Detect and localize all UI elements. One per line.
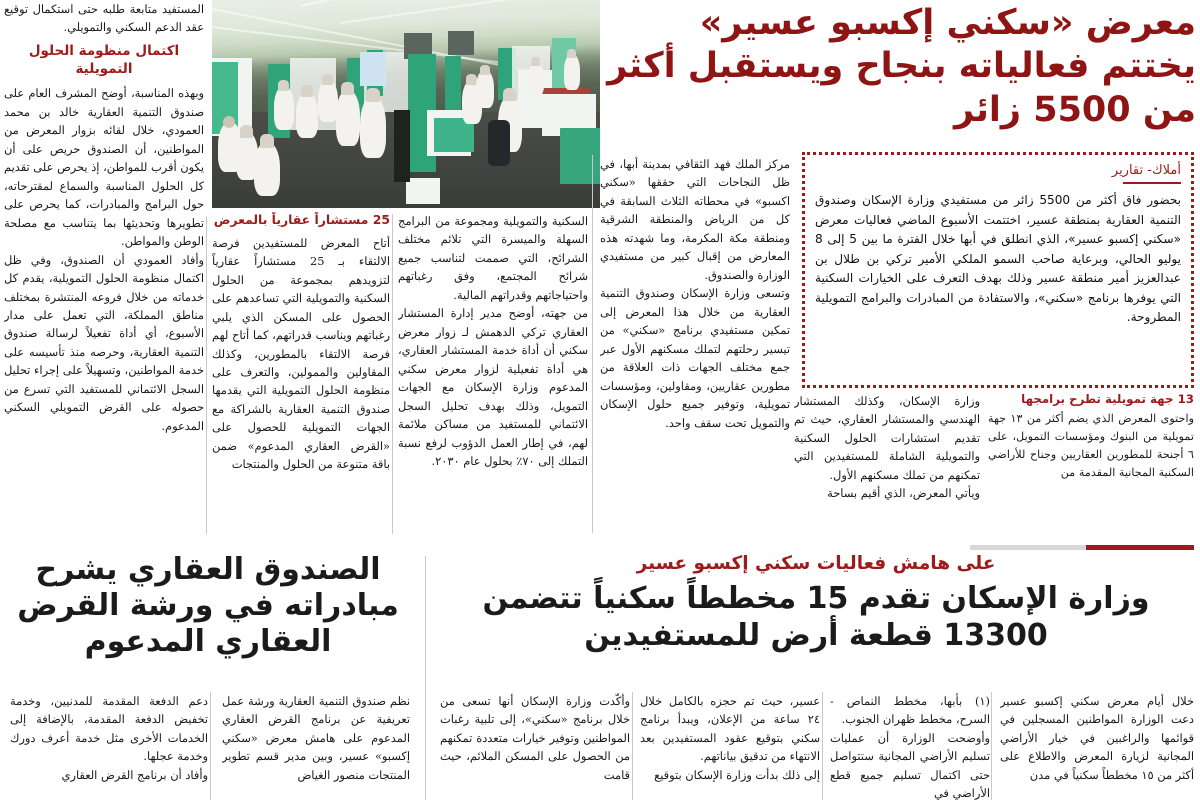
subhead-right: 13 جهة تمويلية تطرح برامجها bbox=[1021, 392, 1194, 406]
lead-box bbox=[802, 152, 1194, 388]
vertical-divider bbox=[425, 556, 426, 800]
paragraph: (١) بأبها، مخطط النماص - السرح، مخطط ظهران الجنوب. bbox=[830, 694, 990, 727]
paragraph: واحتوى المعرض الذي يضم أكثر من ١٣ جهة تمويلية من البنوك ومؤسسات التمويل، على ٦ أجنحة للمطورين العقاريين وجناح للأراضي السكنية المجانية المقدمة من bbox=[988, 411, 1194, 480]
paragraph: أتاح المعرض للمستفيدين فرصة الالتقاء بـ 25 مستشاراً عقارياً لتزويدهم بمجموعة من الحلول السكنية والتمويلية التي تساعدهم على الحصول على المسكن الذي يلبي رغباتهم ويناسب قدراتهم، كما أتاح لهم فرصة الالتقاء بالمطورين، وكذلك المقاولين والممولين، والتعرف على منظومة الحلول التمويلية التي يقدمها صندوق التنمية العقارية بالشراكة مع الجهات التمويلية للحصول على «القرض العقاري المدعوم» ضمن باقة متنوعة من الحلول والمنتجات bbox=[212, 235, 390, 472]
vertical-divider bbox=[991, 692, 992, 800]
bottom-right-column-4: وأكّدت وزارة الإسكان أنها تسعى من خلال برنامج «سكني»، إلى تلبية رغبات المواطنين وتوفير خيارات متعددة تمكنهم من الحصول على المسكن الملائم، حيث قامت bbox=[440, 694, 630, 782]
person-head bbox=[260, 134, 274, 148]
paragraph: دعم الدفعة المقدمة للمدنيين، وخدمة تخفيض الدفعة المقدمة، بالإضافة إلى الخدمات الأخرى مثل خدمة أعرف دورك وخدمة عجلها. bbox=[10, 694, 208, 764]
vertical-divider bbox=[210, 692, 211, 800]
divider-grey bbox=[970, 545, 1086, 550]
person-head bbox=[567, 49, 576, 58]
person bbox=[564, 54, 580, 90]
divider-red bbox=[1086, 545, 1194, 550]
booth-box bbox=[406, 178, 440, 204]
column-photo-caption bbox=[212, 212, 390, 537]
person bbox=[254, 142, 280, 196]
bottom-right-kicker: على هامش فعاليات سكني إكسبو عسير bbox=[636, 553, 996, 574]
paragraph: عسير، حيث تم حجزه بالكامل خلال ٢٤ ساعة من الإعلان، ويبدأ برنامج سكني بتوقيع عقود المستفيدين بعد الانتهاء من تدقيق بياناتهم. bbox=[640, 694, 820, 764]
vertical-divider bbox=[822, 692, 823, 800]
paragraph: من جهته، أوضح مدير إدارة المستشار العقاري تركي الدهمش لـ زوار معرض سكني أن أداة خدمة المستشار العقاري، هي أداة تفعيلية لزوار معرض سكني المدعوم وزارة الإسكان مع الجهات التمويل، وذلك بهدف تحليل السجل الائتماني للمستفيد من مساكن ملائمة لهم، في إطار العمل الدؤوب لرفع نسبة التملك إلى ٧٠٪ بحلول عام ٢٠٣٠. bbox=[398, 306, 588, 469]
bottom-left-column-2 bbox=[10, 692, 208, 800]
column-left-top bbox=[4, 0, 204, 535]
bottom-left-column-1: نظم صندوق التنمية العقارية ورشة عمل تعريفية عن برنامج القرض العقاري المدعوم على هامش معرض «سكني إكسبو» عسير، وبين مدير قسم تطوير المنتجات منصور الغياض bbox=[222, 694, 410, 782]
vertical-divider bbox=[392, 214, 393, 534]
paragraph: وأفاد أن برنامج القرض العقاري bbox=[61, 767, 208, 782]
booth-roof bbox=[448, 31, 474, 55]
photo-caption-subhead: 25 مستشاراً عقارياً بالمعرض bbox=[213, 212, 390, 227]
column-three bbox=[398, 212, 588, 537]
person-head bbox=[480, 65, 490, 75]
person bbox=[360, 96, 386, 158]
paragraph: مركز الملك فهد الثقافي بمدينة أبها، في ظل النجاحات التي حققها «سكني اكسبو» في محطاته الثلاث السابقة في كل من الرياض والمنطقة الشرقية ومنطقة مكة المكرمة، وما شهدته هذه المعارض من إقبال كبير من مستفيدي الوزارة والصندوق. bbox=[600, 157, 790, 282]
booth-green bbox=[560, 128, 600, 184]
person bbox=[476, 70, 494, 108]
subhead-left: اكتمال منظومة الحلول التمويلية bbox=[28, 42, 180, 78]
bottom-right-column-1: خلال أيام معرض سكني إكسبو عسير دعت الوزارة المواطنين المسجلين في قوائمها والراغبين في خيار الأراضي المجانية لزيارة المعرض والاطلاع على أكثر من ١٥ مخططاً سكنياً في مدن bbox=[1000, 694, 1194, 782]
person-dark bbox=[394, 110, 410, 182]
main-headline: معرض «سكني إكسبو عسير» يختتم فعالياته بنجاح ويستقبل أكثر من 5500 زائر bbox=[607, 3, 1196, 130]
person bbox=[318, 80, 338, 122]
booth-screen bbox=[360, 52, 386, 86]
vertical-divider bbox=[206, 216, 207, 534]
lead-paragraph: بحضور فاق أكثر من 5500 زائر من مستفيدي وزارة الإسكان وصندوق التنمية العقارية بمنطقة عسير، اختتمت الأسبوع الماضي فعاليات معرض «سكني إكسبو عسير»، الذي انطلق في أبها خلال الفترة ما بين 5 إلى 8 يوليو الحالي، وبرعاية صاحب السمو الملكي الأمير تركي بن طلال بن عبدالعزيز أمير منطقة عسير وذلك بهدف التعرف على الخيارات السكنية التي يوفرها برنامج «سكني»، والاستفادة من المبادرات والبرامج التمويلية المطروحة. bbox=[815, 193, 1181, 325]
paragraph: وأفاد العمودي أن الصندوق، وفي ظل اكتمال منظومة الحلول التمويلية، يقدم كل خدماته من خلال فروعه المنتشرة بمختلف مناطق المملكة، التي تعمل على مدار الأسبوع، أي أداة تفعيلاً لرسالة صندوق التنمية العقارية، وحرصه منذ تأسيسه على خدمة المواطنين، وتسهيلاً على إجراء تحليل السجل الائتماني للمستفيد التي تسرع من حصوله على القرض التمويلي السكني المدعوم. bbox=[4, 252, 204, 433]
booth-green bbox=[445, 56, 461, 112]
person bbox=[296, 92, 318, 138]
person-head bbox=[341, 82, 354, 95]
person bbox=[528, 62, 544, 96]
person-head bbox=[322, 74, 333, 85]
paragraph: وأوضحت الوزارة أن عمليات تسليم الأراضي المجانية ستتواصل حتى اكتمال تسليم جميع قطع الأراضي في bbox=[830, 730, 990, 800]
column-four bbox=[600, 155, 790, 537]
paragraph: ويأتي المعرض، الذي أقيم بساحة bbox=[827, 486, 980, 501]
person-head bbox=[301, 85, 313, 97]
bottom-right-headline: وزارة الإسكان تقدم 15 مخططاً سكنياً تتضمن 13300 قطعة أرض للمستفيدين bbox=[482, 581, 1150, 654]
paragraph: وزارة الإسكان، وكذلك المستشار الهندسي والمستشار العقاري، حيث تم تقديم استشارات الحلول السكنية والتمويلية الشاملة للمستفيدين التي تمكنهم من تملك مسكنهم الأول. bbox=[794, 394, 980, 482]
bottom-right-column-3 bbox=[640, 692, 820, 800]
person bbox=[274, 86, 294, 130]
vertical-divider bbox=[632, 692, 633, 800]
person-head bbox=[503, 88, 516, 101]
bottom-left-headline: الصندوق العقاري يشرح مبادراته في ورشة القرض العقاري المدعوم bbox=[17, 552, 399, 659]
office-chair bbox=[488, 120, 510, 166]
person-head bbox=[223, 116, 235, 128]
lead-kicker: أملاك- تقارير bbox=[1111, 163, 1181, 178]
person-head bbox=[240, 125, 253, 138]
person-head bbox=[366, 88, 380, 102]
person-head bbox=[278, 80, 289, 91]
paragraph: المستفيد متابعة طلبه حتى استكمال توقيع عقد الدعم السكني والتمويلي. bbox=[4, 2, 204, 35]
paragraph: وبهذه المناسبة، أوضح المشرف العام على صندوق التنمية العقارية خالد بن محمد العمودي، خلال لقائه بزوار المعرض من المواطنين، أن الصندوق حريص على أن يكون أقرب للمواطن، إذ يحرص على تقديم كل الحلول المناسبة والسماع لمقترحاته، حول البرامج والمبادرات، كما يحرص على تطويرها وتحديثها بما يتناسب مع مصلحة الوطن والمواطن. bbox=[4, 86, 204, 249]
section-divider-right bbox=[970, 545, 1194, 550]
person-head bbox=[531, 57, 540, 66]
exhibition-photo bbox=[212, 0, 600, 208]
lead-rule bbox=[1123, 182, 1181, 184]
paragraph: وتسعى وزارة الإسكان وصندوق التنمية العقارية من خلال هذا المعرض إلى تمكين مستفيدي برنامج «سكني» من تيسير رحلتهم لتملك مسكنهم الأول عبر جمع مختلف الجهات ذات العلاقة من مطورين عقاريين، ومقاولين، ومؤسسات تمويلية، وتوفير جميع حلول الإسكان والتمويل تحت سقف واحد. bbox=[600, 286, 790, 430]
paragraph: إلى ذلك بدأت وزارة الإسكان بتوقيع bbox=[654, 767, 820, 782]
column-right-under-box-2 bbox=[794, 392, 980, 534]
bottom-right-column-2 bbox=[830, 692, 990, 800]
person bbox=[336, 90, 360, 146]
vertical-divider bbox=[592, 155, 593, 533]
paragraph: السكنية والتمويلية ومجموعة من البرامج السهلة والميسرة التي تلائم مختلف الشرائح، التي صممت لتناسب جميع شرائح المجتمع، وفق رغباتهم واحتياجاتهم وقدراتهم المالية. bbox=[398, 214, 588, 302]
column-right-under-box-1 bbox=[988, 392, 1194, 534]
